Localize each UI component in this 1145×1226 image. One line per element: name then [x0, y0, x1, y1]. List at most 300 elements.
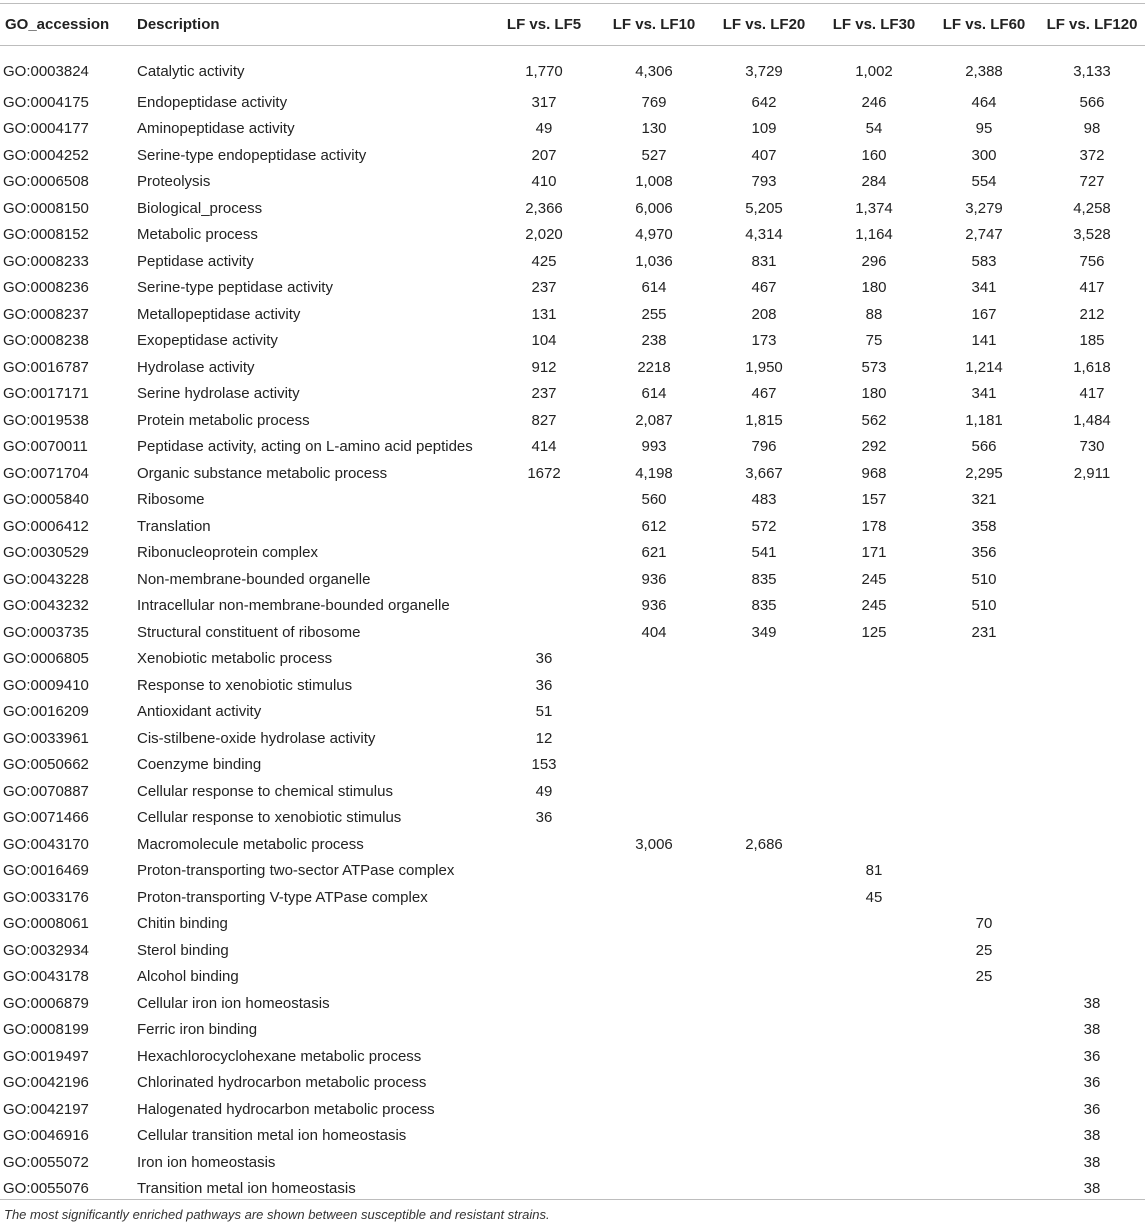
lf60-cell: 1,214	[965, 358, 1003, 376]
lf10-cell: 6,006	[635, 199, 673, 217]
lf60-cell	[929, 884, 1039, 911]
lf60-cell	[929, 778, 1039, 805]
lf20-cell	[709, 752, 819, 779]
lf5-cell	[489, 1017, 599, 1044]
go-accession-cell: GO:0033176	[3, 888, 89, 906]
lf10-cell	[599, 725, 709, 752]
lf20-cell: 467	[751, 279, 777, 297]
lf5-cell: 317	[531, 93, 557, 111]
table-row	[0, 89, 1145, 116]
lf20-cell	[709, 1123, 819, 1150]
lf60-cell: 358	[971, 517, 997, 535]
lf20-cell: 5,205	[745, 199, 783, 217]
description-cell: Peptidase activity	[137, 252, 254, 270]
description-cell: Translation	[137, 517, 211, 535]
description-cell: Macromolecule metabolic process	[137, 835, 364, 853]
lf120-cell: 756	[1079, 252, 1105, 270]
table-row	[0, 911, 1145, 938]
lf5-cell	[489, 990, 599, 1017]
lf120-cell	[1039, 619, 1145, 646]
table-row	[0, 699, 1145, 726]
table-row	[0, 1043, 1145, 1070]
lf10-cell	[599, 911, 709, 938]
lf20-cell	[709, 1096, 819, 1123]
lf120-cell	[1039, 858, 1145, 885]
lf120-cell	[1039, 593, 1145, 620]
lf10-cell	[599, 752, 709, 779]
lf20-cell: 831	[751, 252, 777, 270]
table-row	[0, 169, 1145, 196]
lf10-cell	[599, 672, 709, 699]
lf20-cell: 541	[751, 544, 777, 562]
header-lf20: LF vs. LF20	[722, 16, 806, 33]
table-row	[0, 964, 1145, 991]
description-cell: Endopeptidase activity	[137, 93, 288, 111]
table-row	[0, 222, 1145, 249]
table-row	[0, 937, 1145, 964]
lf120-cell	[1039, 805, 1145, 832]
description-cell: Transition metal ion homeostasis	[137, 1180, 356, 1198]
lf5-cell	[489, 937, 599, 964]
lf30-cell: 1,374	[855, 199, 893, 217]
description-cell: Proteolysis	[137, 173, 211, 191]
go-accession-cell: GO:0070011	[3, 438, 88, 456]
lf5-cell	[489, 858, 599, 885]
lf60-cell: 141	[971, 332, 997, 350]
table-row	[0, 434, 1145, 461]
lf30-cell: 54	[865, 120, 883, 138]
go-accession-cell: GO:0016209	[3, 703, 89, 721]
description-cell: Serine-type endopeptidase activity	[137, 146, 367, 164]
lf5-cell: 131	[531, 305, 557, 323]
lf10-cell: 1,036	[635, 252, 673, 270]
go-accession-cell: GO:0046916	[3, 1127, 89, 1145]
lf60-cell: 1,181	[965, 411, 1003, 429]
lf30-cell: 245	[861, 597, 887, 615]
lf60-cell: 3,279	[965, 199, 1003, 217]
lf120-cell	[1039, 699, 1145, 726]
lf20-cell: 835	[751, 597, 777, 615]
lf5-cell: 36	[535, 809, 553, 827]
lf120-cell	[1039, 672, 1145, 699]
go-accession-cell: GO:0043170	[3, 835, 89, 853]
lf10-cell: 130	[641, 120, 667, 138]
lf20-cell: 407	[751, 146, 777, 164]
lf5-cell: 104	[531, 332, 557, 350]
lf120-cell: 417	[1079, 279, 1105, 297]
description-cell: Intracellular non-membrane-bounded organelle	[137, 597, 450, 615]
lf120-cell	[1039, 513, 1145, 540]
description-cell: Organic substance metabolic process	[137, 464, 388, 482]
go-accession-cell: GO:0008061	[3, 915, 89, 933]
description-cell: Ferric iron binding	[137, 1021, 258, 1039]
lf30-cell: 157	[861, 491, 887, 509]
lf30-cell: 178	[861, 517, 887, 535]
lf5-cell: 1,770	[525, 63, 563, 80]
lf20-cell	[709, 646, 819, 673]
table-row	[0, 990, 1145, 1017]
table-row	[0, 407, 1145, 434]
lf120-cell	[1039, 937, 1145, 964]
lf60-cell	[929, 990, 1039, 1017]
table-row	[0, 778, 1145, 805]
lf30-cell: 1,002	[855, 63, 893, 80]
table-row	[0, 1123, 1145, 1150]
lf5-cell: 827	[531, 411, 557, 429]
description-cell: Antioxidant activity	[137, 703, 262, 721]
lf5-cell: 36	[535, 650, 553, 668]
header-lf30: LF vs. LF30	[832, 16, 916, 33]
lf120-cell: 2,911	[1073, 464, 1111, 482]
lf10-cell	[599, 1123, 709, 1150]
description-cell: Proton-transporting V-type ATPase complex	[137, 888, 428, 906]
lf20-cell	[709, 937, 819, 964]
lf20-cell	[709, 805, 819, 832]
table-row	[0, 142, 1145, 169]
lf5-cell	[489, 1070, 599, 1097]
table-footnote: The most significantly enriched pathways are shown between susceptible and resistant strains.	[4, 1207, 550, 1222]
lf120-cell	[1039, 831, 1145, 858]
table-row	[0, 1017, 1145, 1044]
lf20-cell: 572	[751, 517, 777, 535]
lf5-cell: 410	[531, 173, 557, 191]
lf60-cell	[929, 699, 1039, 726]
lf20-cell	[709, 1017, 819, 1044]
lf10-cell	[599, 778, 709, 805]
lf5-cell: 237	[531, 385, 557, 403]
lf30-cell	[819, 937, 929, 964]
lf5-cell	[489, 1096, 599, 1123]
lf20-cell	[709, 884, 819, 911]
table-row	[0, 566, 1145, 593]
lf30-cell	[819, 1096, 929, 1123]
lf5-cell: 51	[535, 703, 553, 721]
lf60-cell	[929, 1043, 1039, 1070]
description-cell: Exopeptidase activity	[137, 332, 278, 350]
lf10-cell: 2218	[637, 358, 671, 376]
lf120-cell: 212	[1079, 305, 1105, 323]
lf10-cell: 993	[641, 438, 667, 456]
table-row	[0, 1096, 1145, 1123]
lf120-cell: 1,618	[1073, 358, 1111, 376]
header-lf5: LF vs. LF5	[506, 16, 582, 33]
lf5-cell: 237	[531, 279, 557, 297]
go-accession-cell: GO:0008238	[3, 332, 89, 350]
go-accession-cell: GO:0070887	[3, 782, 89, 800]
description-cell: Xenobiotic metabolic process	[137, 650, 333, 668]
lf20-cell: 173	[751, 332, 777, 350]
lf60-cell: 167	[971, 305, 997, 323]
lf60-cell: 510	[971, 597, 997, 615]
go-accession-cell: GO:0009410	[3, 676, 89, 694]
table-row	[0, 1149, 1145, 1176]
go-enrichment-table	[0, 4, 1145, 1202]
go-accession-cell: GO:0032934	[3, 941, 89, 959]
lf10-cell	[599, 1017, 709, 1044]
lf10-cell: 4,198	[635, 464, 673, 482]
go-accession-cell: GO:0030529	[3, 544, 89, 562]
lf30-cell	[819, 964, 929, 991]
go-accession-cell: GO:0042196	[3, 1074, 89, 1092]
lf5-cell: 414	[531, 438, 557, 456]
lf10-cell: 527	[641, 146, 667, 164]
table-row	[0, 460, 1145, 487]
lf20-cell: 109	[751, 120, 777, 138]
lf60-cell	[929, 1096, 1039, 1123]
go-accession-cell: GO:0006412	[3, 517, 89, 535]
table-row	[0, 328, 1145, 355]
lf30-cell	[819, 1017, 929, 1044]
lf5-cell: 425	[531, 252, 557, 270]
description-cell: Cellular transition metal ion homeostasis	[137, 1127, 407, 1145]
lf120-cell	[1039, 566, 1145, 593]
description-cell: Iron ion homeostasis	[137, 1153, 276, 1171]
lf120-cell	[1039, 778, 1145, 805]
lf10-cell	[599, 884, 709, 911]
lf5-cell: 49	[535, 782, 553, 800]
lf20-cell	[709, 1043, 819, 1070]
lf20-cell: 1,950	[745, 358, 783, 376]
go-accession-cell: GO:0006805	[3, 650, 89, 668]
lf10-cell	[599, 964, 709, 991]
lf10-cell	[599, 1043, 709, 1070]
go-accession-cell: GO:0008237	[3, 305, 89, 323]
description-cell: Non-membrane-bounded organelle	[137, 570, 371, 588]
lf60-cell: 566	[971, 438, 997, 456]
lf10-cell: 621	[641, 544, 667, 562]
table-row	[0, 45, 1145, 89]
lf120-cell: 38	[1083, 994, 1101, 1012]
lf60-cell: 2,747	[965, 226, 1003, 244]
header-lf120: LF vs. LF120	[1046, 16, 1138, 33]
lf10-cell: 3,006	[635, 835, 673, 853]
description-cell: Structural constituent of ribosome	[137, 623, 361, 641]
lf20-cell	[709, 964, 819, 991]
lf30-cell	[819, 646, 929, 673]
lf120-cell: 36	[1083, 1047, 1101, 1065]
lf10-cell	[599, 646, 709, 673]
lf60-cell: 464	[971, 93, 997, 111]
lf60-cell	[929, 725, 1039, 752]
go-accession-cell: GO:0005840	[3, 491, 89, 509]
lf10-cell: 4,970	[635, 226, 673, 244]
lf20-cell	[709, 699, 819, 726]
lf20-cell: 2,686	[745, 835, 783, 853]
header-lf10: LF vs. LF10	[612, 16, 696, 33]
lf60-cell: 25	[975, 941, 993, 959]
lf10-cell: 238	[641, 332, 667, 350]
lf60-cell	[929, 1070, 1039, 1097]
lf120-cell	[1039, 884, 1145, 911]
lf120-cell	[1039, 646, 1145, 673]
lf30-cell	[819, 1123, 929, 1150]
go-accession-cell: GO:0008152	[3, 226, 89, 244]
lf20-cell: 349	[751, 623, 777, 641]
lf5-cell: 49	[535, 120, 553, 138]
lf120-cell: 727	[1079, 173, 1105, 191]
table-row	[0, 487, 1145, 514]
lf10-cell: 936	[641, 597, 667, 615]
lf20-cell: 1,815	[745, 411, 783, 429]
lf20-cell: 467	[751, 385, 777, 403]
bottom-rule	[0, 1199, 1145, 1200]
lf120-cell	[1039, 752, 1145, 779]
go-accession-cell: GO:0006508	[3, 173, 89, 191]
lf20-cell: 208	[751, 305, 777, 323]
lf30-cell: 125	[861, 623, 887, 641]
lf30-cell: 45	[865, 888, 883, 906]
lf60-cell: 583	[971, 252, 997, 270]
lf30-cell: 160	[861, 146, 887, 164]
go-accession-cell: GO:0071466	[3, 809, 89, 827]
lf20-cell	[709, 990, 819, 1017]
lf60-cell: 356	[971, 544, 997, 562]
go-accession-cell: GO:0008199	[3, 1021, 89, 1039]
lf60-cell	[929, 805, 1039, 832]
lf60-cell: 341	[971, 385, 997, 403]
go-accession-cell: GO:0008150	[3, 199, 89, 217]
table-row	[0, 381, 1145, 408]
lf10-cell: 560	[641, 491, 667, 509]
lf5-cell	[489, 566, 599, 593]
lf10-cell: 1,008	[635, 173, 673, 191]
lf20-cell: 3,729	[745, 63, 783, 80]
lf30-cell	[819, 699, 929, 726]
lf30-cell	[819, 911, 929, 938]
lf10-cell: 612	[641, 517, 667, 535]
go-accession-cell: GO:0006879	[3, 994, 89, 1012]
lf5-cell: 2,020	[525, 226, 563, 244]
lf30-cell	[819, 831, 929, 858]
lf30-cell	[819, 805, 929, 832]
lf10-cell	[599, 1149, 709, 1176]
go-accession-cell: GO:0003824	[3, 63, 89, 80]
lf60-cell: 2,295	[965, 464, 1003, 482]
go-accession-cell: GO:0071704	[3, 464, 89, 482]
lf10-cell: 2,087	[635, 411, 673, 429]
lf30-cell: 573	[861, 358, 887, 376]
table-row	[0, 1070, 1145, 1097]
lf30-cell: 81	[865, 862, 883, 880]
lf30-cell	[819, 1070, 929, 1097]
lf5-cell	[489, 1123, 599, 1150]
lf5-cell	[489, 911, 599, 938]
lf5-cell	[489, 487, 599, 514]
lf30-cell	[819, 990, 929, 1017]
lf60-cell	[929, 752, 1039, 779]
go-accession-cell: GO:0042197	[3, 1100, 89, 1118]
lf30-cell	[819, 725, 929, 752]
lf10-cell: 769	[641, 93, 667, 111]
lf20-cell	[709, 725, 819, 752]
lf20-cell: 835	[751, 570, 777, 588]
lf120-cell: 3,528	[1073, 226, 1111, 244]
description-cell: Catalytic activity	[137, 63, 245, 80]
lf30-cell: 88	[865, 305, 883, 323]
go-accession-cell: GO:0017171	[3, 385, 89, 403]
lf60-cell: 2,388	[965, 63, 1003, 80]
go-accession-cell: GO:0016469	[3, 862, 89, 880]
lf120-cell: 417	[1079, 385, 1105, 403]
go-accession-cell: GO:0033961	[3, 729, 89, 747]
lf20-cell	[709, 1070, 819, 1097]
lf60-cell	[929, 672, 1039, 699]
go-accession-cell: GO:0055072	[3, 1153, 89, 1171]
lf120-cell: 4,258	[1073, 199, 1111, 217]
table-row	[0, 593, 1145, 620]
lf120-cell	[1039, 911, 1145, 938]
lf20-cell: 4,314	[745, 226, 783, 244]
table-row	[0, 195, 1145, 222]
lf10-cell	[599, 1096, 709, 1123]
header-description: Description	[137, 16, 220, 33]
lf5-cell: 1672	[527, 464, 561, 482]
description-cell: Chlorinated hydrocarbon metabolic process	[137, 1074, 427, 1092]
lf5-cell	[489, 1043, 599, 1070]
lf120-cell: 38	[1083, 1153, 1101, 1171]
lf30-cell	[819, 778, 929, 805]
description-cell: Cellular response to xenobiotic stimulus	[137, 809, 402, 827]
lf10-cell	[599, 805, 709, 832]
lf30-cell: 75	[865, 332, 883, 350]
table-row	[0, 752, 1145, 779]
header-go-accession: GO_accession	[5, 16, 110, 33]
lf60-cell: 300	[971, 146, 997, 164]
lf20-cell: 642	[751, 93, 777, 111]
lf5-cell	[489, 831, 599, 858]
lf120-cell: 98	[1083, 120, 1101, 138]
description-cell: Sterol binding	[137, 941, 229, 959]
lf20-cell	[709, 1149, 819, 1176]
lf30-cell: 180	[861, 385, 887, 403]
header-row	[0, 4, 1145, 45]
description-cell: Metabolic process	[137, 226, 258, 244]
go-accession-cell: GO:0043178	[3, 968, 89, 986]
lf60-cell	[929, 1123, 1039, 1150]
lf120-cell: 38	[1083, 1021, 1101, 1039]
lf10-cell: 4,306	[635, 63, 673, 80]
table-row	[0, 805, 1145, 832]
lf20-cell	[709, 778, 819, 805]
description-cell: Hexachlorocyclohexane metabolic process	[137, 1047, 422, 1065]
lf20-cell: 793	[751, 173, 777, 191]
go-accession-cell: GO:0019538	[3, 411, 89, 429]
go-accession-cell: GO:0050662	[3, 756, 89, 774]
lf30-cell	[819, 672, 929, 699]
lf60-cell: 231	[971, 623, 997, 641]
description-cell: Peptidase activity, acting on L-amino acid peptides	[137, 438, 473, 456]
lf120-cell: 38	[1083, 1180, 1101, 1198]
description-cell: Coenzyme binding	[137, 756, 262, 774]
lf120-cell: 38	[1083, 1127, 1101, 1145]
table-row	[0, 646, 1145, 673]
lf5-cell: 207	[531, 146, 557, 164]
description-cell: Response to xenobiotic stimulus	[137, 676, 353, 694]
description-cell: Hydrolase activity	[137, 358, 255, 376]
table-row	[0, 248, 1145, 275]
description-cell: Cellular response to chemical stimulus	[137, 782, 393, 800]
lf60-cell	[929, 1017, 1039, 1044]
lf60-cell: 95	[975, 120, 993, 138]
go-accession-cell: GO:0043232	[3, 597, 89, 615]
lf10-cell: 404	[641, 623, 667, 641]
lf60-cell: 510	[971, 570, 997, 588]
lf5-cell	[489, 1149, 599, 1176]
lf60-cell	[929, 1149, 1039, 1176]
table-row	[0, 831, 1145, 858]
lf30-cell	[819, 1149, 929, 1176]
lf120-cell: 36	[1083, 1074, 1101, 1092]
